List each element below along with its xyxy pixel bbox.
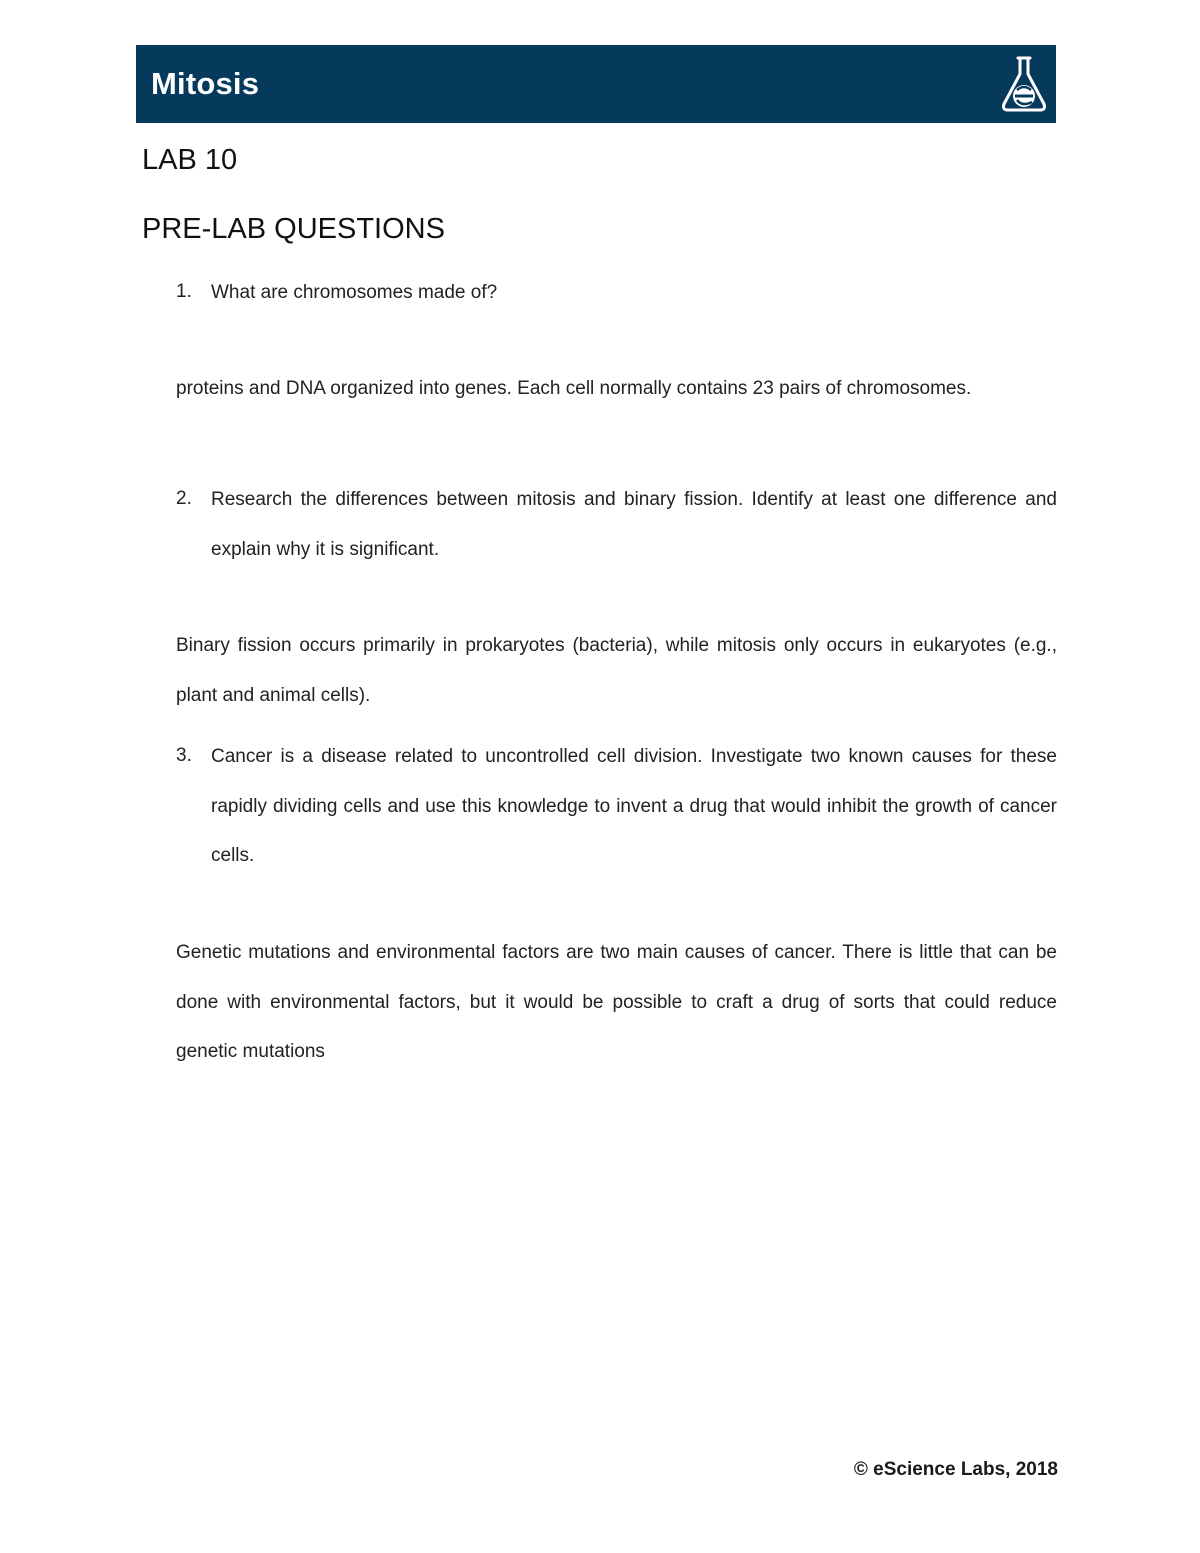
question-number: 3.: [176, 745, 192, 766]
answer-text: Genetic mutations and environmental factors are two main causes of cancer. There is little that can be done with environmental factors, but it would be possible to craft a drug of sorts that could reduce genetic mutations: [176, 942, 1057, 1062]
question-number: 2.: [176, 488, 192, 509]
question-number: 1.: [176, 281, 192, 302]
header-band: [136, 45, 1056, 123]
copyright-footer: © eScience Labs, 2018: [853, 1459, 1058, 1480]
question-text: Cancer is a disease related to uncontrolled cell division. Investigate two known causes for these rapidly dividing cells and use this knowledge to invent a drug that would inhibit the growth of cancer cells.: [211, 746, 1057, 866]
document-title: Mitosis: [151, 66, 260, 101]
answer-text: proteins and DNA organized into genes. Each cell normally contains 23 pairs of chromosomes.: [176, 378, 972, 399]
section-title: PRE-LAB QUESTIONS: [142, 213, 445, 245]
flask-e-logo-icon: [1000, 54, 1048, 114]
question-text: Research the differences between mitosis and binary fission. Identify at least one difference and explain why it is significant.: [211, 489, 1057, 560]
question-text: What are chromosomes made of?: [211, 282, 498, 303]
lab-number: LAB 10: [142, 144, 238, 176]
answer-text: Binary fission occurs primarily in prokaryotes (bacteria), while mitosis only occurs in eukaryotes (e.g., plant and animal cells).: [176, 635, 1057, 706]
